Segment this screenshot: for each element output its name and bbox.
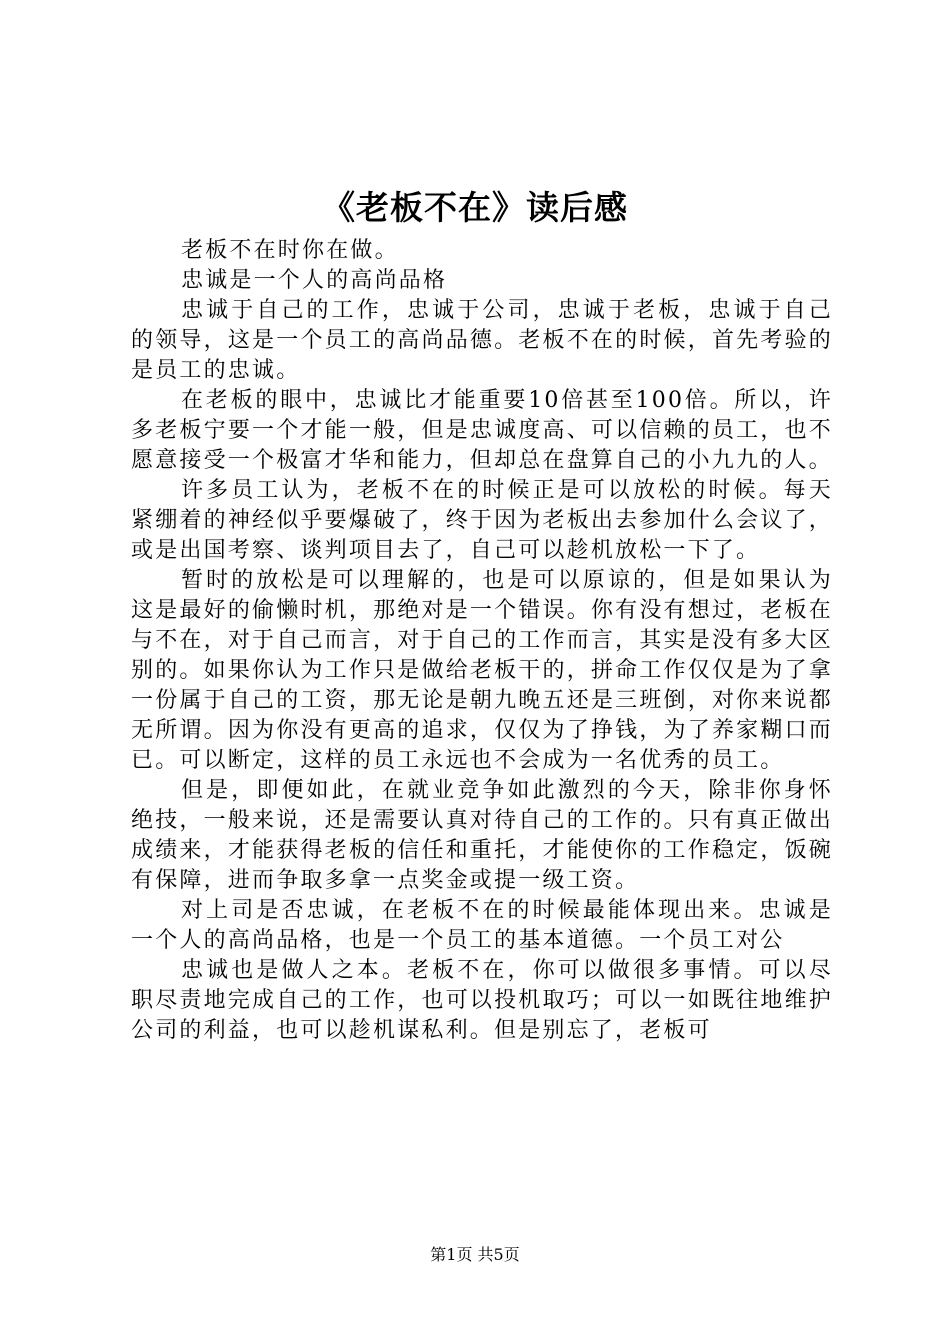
paragraph: 在老板的眼中，忠诚比才能重要10倍甚至100倍。所以，许多老板宁要一个才能一般，但是忠诚度高、可以信赖的员工，也不愿意接受一个极富才华和能力，但却总在盘算自己的小九九的人。 [131, 388, 833, 473]
paragraph: 忠诚于自己的工作，忠诚于公司，忠诚于老板，忠诚于自己的领导，这是一个员工的高尚品德。老板不在的时候，首先考验的是员工的忠诚。 [131, 298, 833, 383]
paragraph: 许多员工认为，老板不在的时候正是可以放松的时候。每天紧绷着的神经似乎要爆破了，终于因为老板出去参加什么会议了，或是出国考察、谈判项目去了，自己可以趁机放松一下了。 [131, 478, 833, 563]
document-title: 《老板不在》读后感 [322, 188, 628, 227]
paragraph: 忠诚是一个人的高尚品格 [181, 268, 448, 293]
document-body [131, 236, 833, 1046]
paragraph: 但是，即便如此，在就业竞争如此激烈的今天，除非你身怀绝技，一般来说，还是需要认真对待自己的工作的。只有真正做出成绩来，才能获得老板的信任和重托，才能使你的工作稳定，饭碗有保障，进而争取多拿一点奖金或提一级工资。 [131, 778, 833, 893]
paragraph: 老板不在时你在做。 [181, 238, 399, 263]
paragraph: 暂时的放松是可以理解的，也是可以原谅的，但是如果认为这是最好的偷懒时机，那绝对是一个错误。你有没有想过，老板在与不在，对于自己而言，对于自己的工作而言，其实是没有多大区别的。如果你认为工作只是做给老板干的，拼命工作仅仅是为了拿一份属于自己的工资，那无论是朝九晚五还是三班倒，对你来说都无所谓。因为你没有更高的追求，仅仅为了挣钱，为了养家糊口而已。可以断定，这样的员工永远也不会成为一名优秀的员工。 [131, 568, 833, 773]
paragraph: 对上司是否忠诚，在老板不在的时候最能体现出来。忠诚是一个人的高尚品格，也是一个员工的基本道德。一个员工对公 [131, 898, 833, 953]
page-number-footer: 第1页 共5页 [430, 1245, 520, 1264]
paragraph: 忠诚也是做人之本。老板不在，你可以做很多事情。可以尽职尽责地完成自己的工作，也可以投机取巧；可以一如既往地维护公司的利益，也可以趁机谋私利。但是别忘了，老板可 [131, 958, 833, 1043]
